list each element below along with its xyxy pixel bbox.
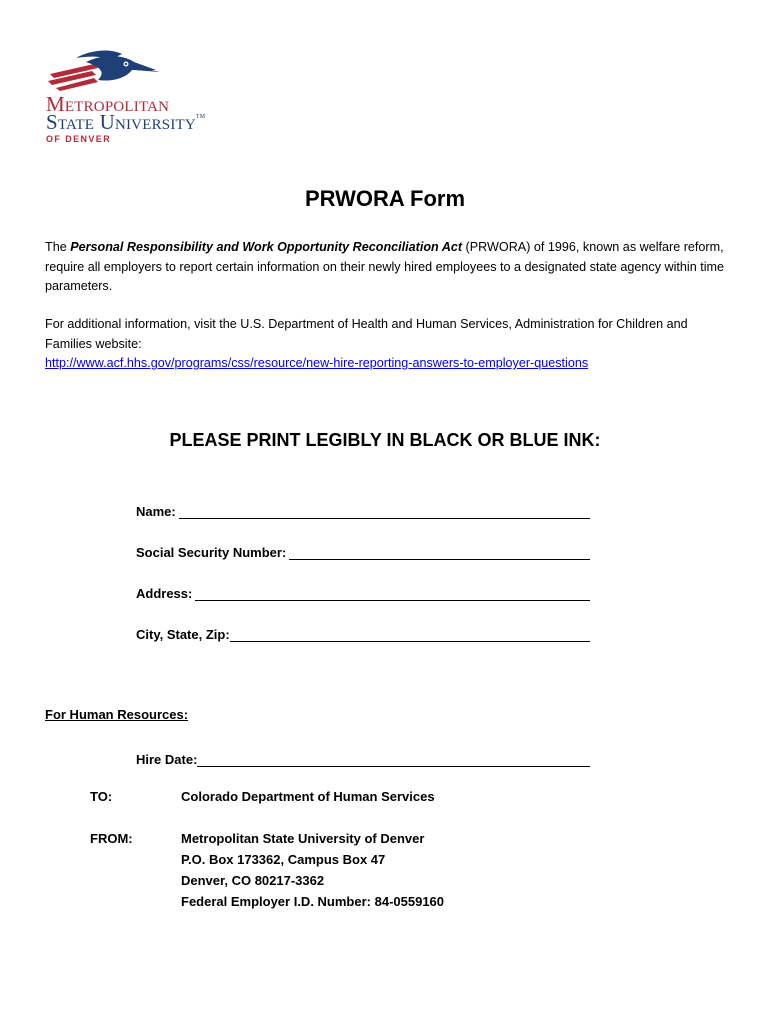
hire-date-input-line[interactable] (197, 753, 590, 767)
ssn-input-line[interactable] (289, 546, 590, 560)
hr-section-heading: For Human Resources: (45, 707, 189, 722)
logo-text-state-university: State University™ (46, 110, 206, 134)
acf-website-link[interactable]: http://www.acf.hhs.gov/programs/css/resource/new-hire-reporting-answers-to-employer-questions (45, 356, 589, 370)
address-input-line[interactable] (195, 587, 590, 601)
from-address-line: Denver, CO 80217-3362 (181, 873, 325, 888)
university-logo (44, 48, 244, 148)
roadrunner-icon (46, 48, 162, 92)
address-field[interactable] (136, 583, 590, 601)
from-address-block (181, 828, 444, 912)
to-label: TO: (90, 789, 113, 804)
logo-text-of-denver: OF DENVER (46, 134, 112, 144)
from-address-line: P.O. Box 173362, Campus Box 47 (181, 852, 386, 867)
more-info-text: For additional information, visit the U.S. Department of Health and Human Services, Administration for Children and Families website: (45, 317, 688, 351)
from-label: FROM: (90, 831, 133, 846)
hire-date-label: Hire Date: (136, 752, 198, 767)
ssn-field[interactable] (136, 542, 590, 560)
act-name: Personal Responsibility and Work Opportunity Reconciliation Act (70, 240, 463, 254)
name-field[interactable] (136, 501, 590, 519)
name-label: Name: (136, 504, 176, 519)
to-recipient: Colorado Department of Human Services (181, 789, 435, 804)
form-title: PRWORA Form (304, 186, 466, 211)
ink-instruction: PLEASE PRINT LEGIBLY IN BLACK OR BLUE INK: (169, 430, 601, 450)
hire-date-field[interactable] (136, 749, 590, 767)
name-input-line[interactable] (179, 505, 590, 519)
more-info-paragraph (45, 315, 735, 374)
intro-paragraph: The Personal Responsibility and Work Opportunity Reconciliation Act (PRWORA) of 1996, known as welfare reform, require all employers to report certain information on their newly hired employees to a designated state agency within time parameters. (45, 240, 725, 293)
city-state-zip-label: City, State, Zip: (136, 627, 230, 642)
trademark-mark: TM (195, 114, 206, 120)
logo-text-metropolitan: Metropolitan (46, 92, 170, 116)
ssn-label: Social Security Number: (136, 545, 287, 560)
federal-employer-id: Federal Employer I.D. Number: 84-0559160 (181, 894, 445, 909)
city-state-zip-input-line[interactable] (230, 628, 590, 642)
city-state-zip-field[interactable] (136, 624, 590, 642)
from-address-line: Metropolitan State University of Denver (181, 831, 425, 846)
address-label: Address: (136, 586, 193, 601)
